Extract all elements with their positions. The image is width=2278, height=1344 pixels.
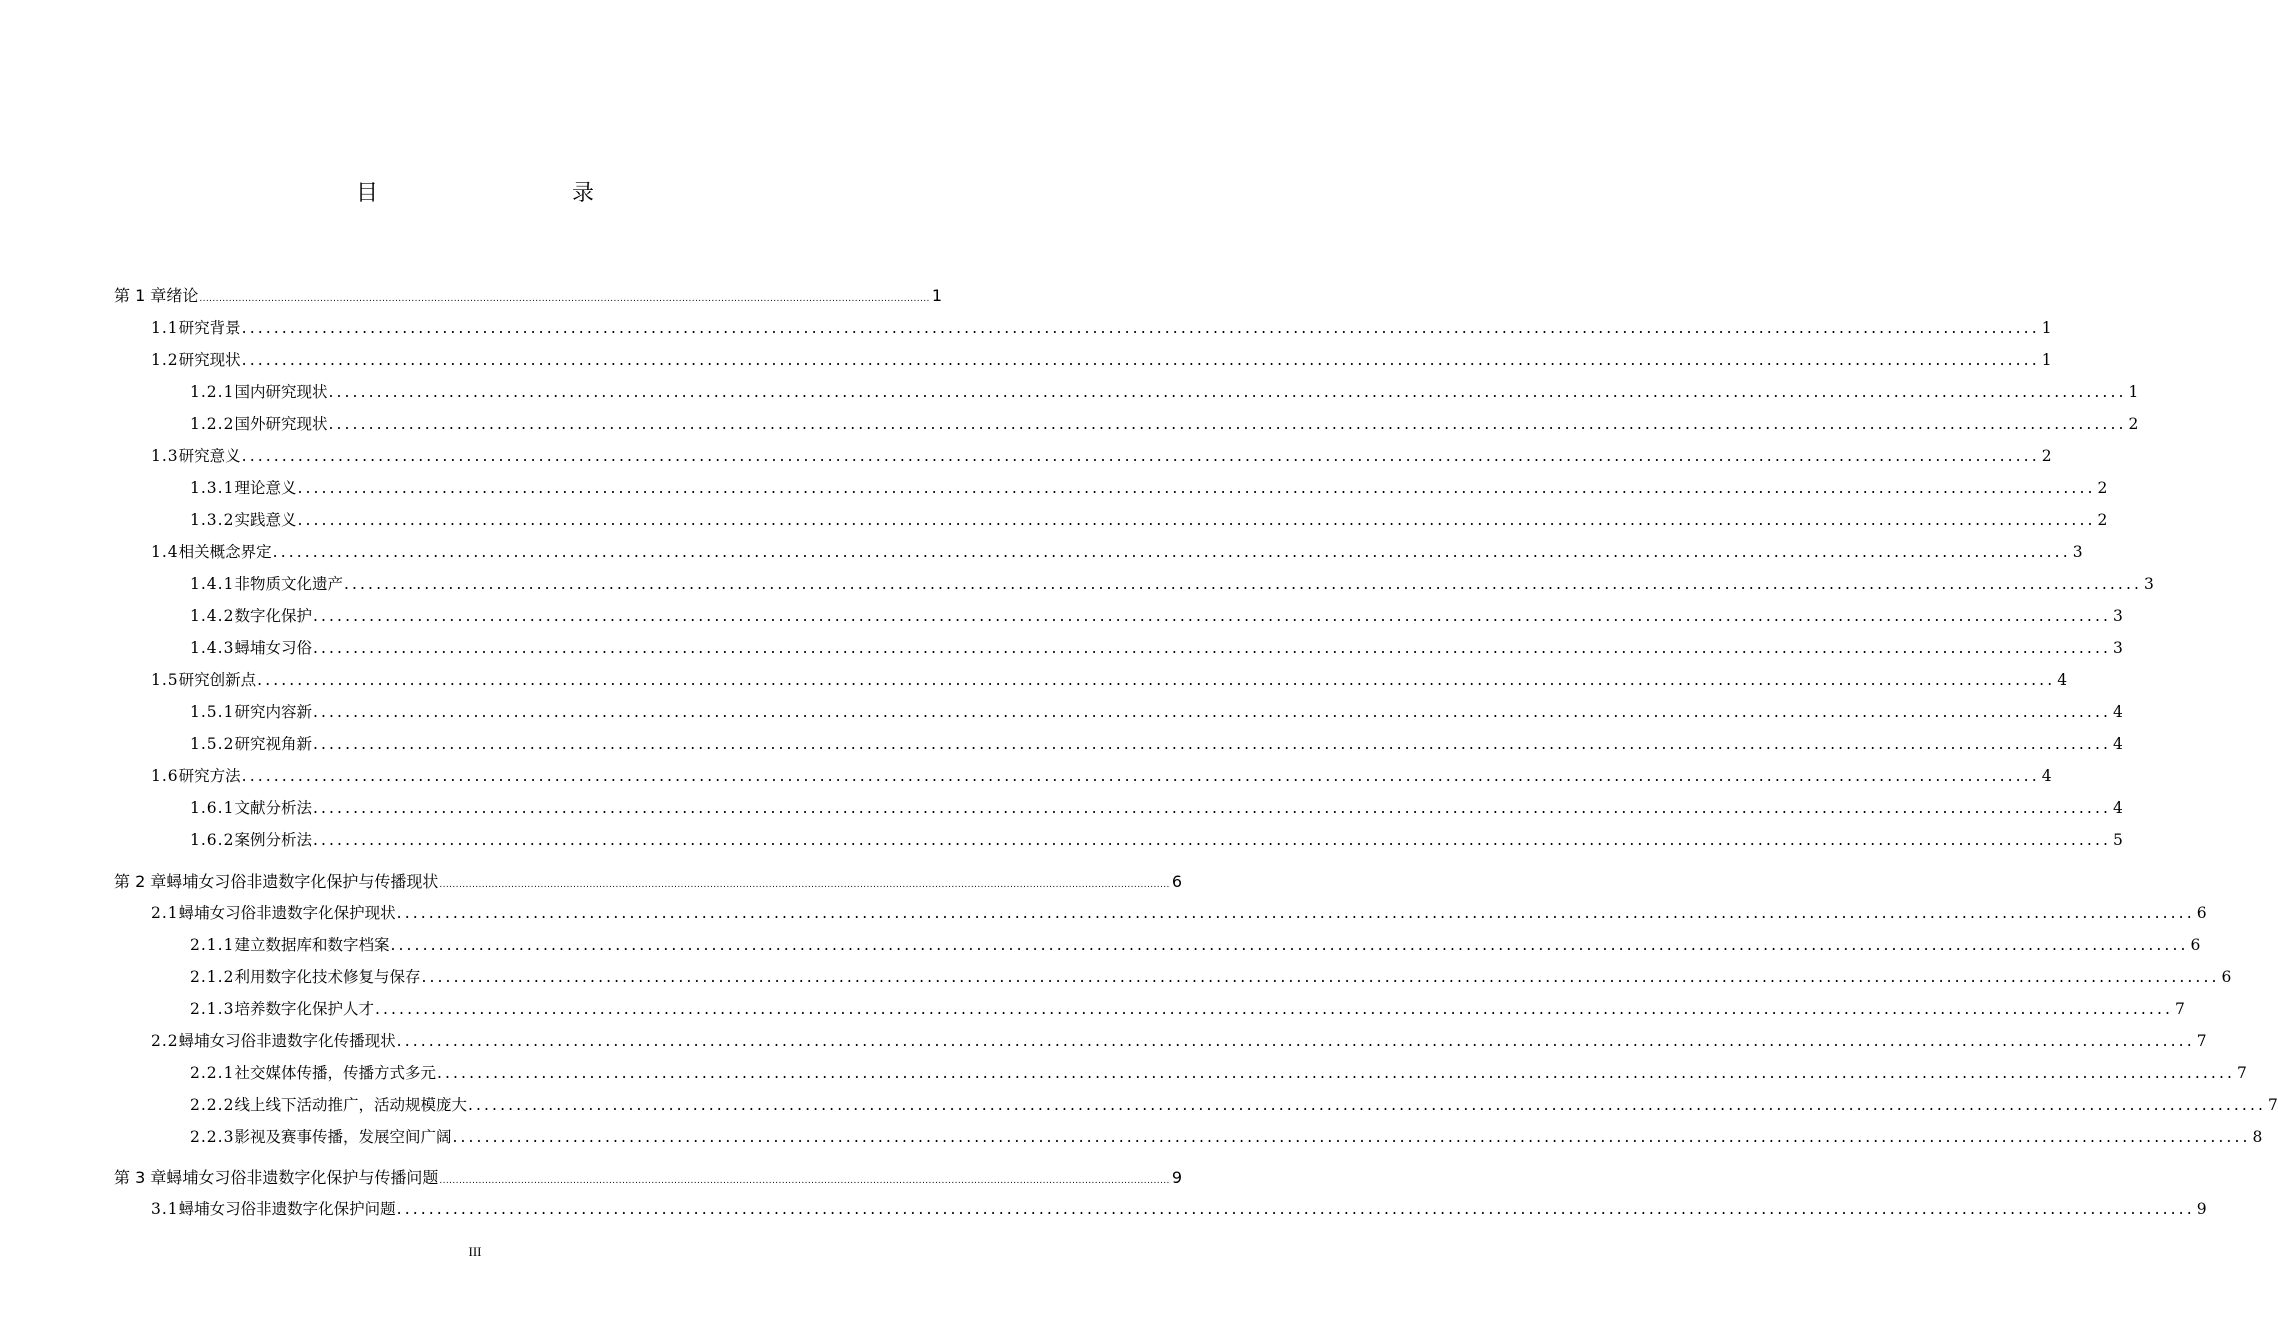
toc-entry-title: 国内研究现状	[234, 383, 328, 401]
dot-leader: ................................................................................................................................................................................................................................	[257, 671, 2056, 689]
dot-leader: ................................................................................................................................................................................................................................	[312, 607, 2112, 625]
toc-entry-number: 2.1.1	[190, 936, 235, 954]
toc-entry-title: 研究内容新	[234, 703, 312, 721]
toc-entry[interactable]	[190, 731, 2123, 757]
toc-entry-number: 2.1	[151, 904, 179, 922]
toc-entry[interactable]	[190, 507, 2108, 533]
toc-entry-number: 2.2.1	[190, 1064, 235, 1082]
toc-chapter-entry[interactable]	[114, 283, 942, 309]
toc-entry-number: 1.2.1	[190, 383, 235, 401]
toc-entry-number: 第 1 章	[114, 286, 167, 305]
toc-entry[interactable]	[151, 443, 2052, 469]
toc-entry-title: 研究方法	[178, 767, 241, 785]
toc-entry[interactable]	[190, 1092, 2278, 1118]
dot-leader: ................................................................................................................................................................................................................................	[297, 479, 2096, 497]
toc-chapter-entry[interactable]	[114, 869, 1182, 895]
toc-entry-number: 2.2.3	[190, 1128, 235, 1146]
toc-entry-title: 蟳埔女习俗非遗数字化传播现状	[178, 1032, 396, 1050]
dot-leader: ................................................................................................................................................................................................................................	[241, 351, 2040, 369]
dot-leader: ................................................................................................................................................................................................................................	[312, 703, 2112, 721]
toc-entry-page: 4	[2057, 671, 2068, 689]
toc-entry-number: 1.4.2	[190, 607, 235, 625]
toc-entry[interactable]	[190, 932, 2201, 958]
dot-leader: ................................................................................................................................................................................................................................	[439, 880, 1170, 890]
toc-entry-number: 1.3.1	[190, 479, 235, 497]
toc-entry[interactable]	[190, 1124, 2263, 1150]
toc-entry-page: 6	[2190, 936, 2201, 954]
toc-entry[interactable]	[190, 996, 2185, 1022]
dot-leader: ................................................................................................................................................................................................................................	[439, 1176, 1170, 1186]
toc-entry-number: 1.5.2	[190, 735, 235, 753]
dot-leader: ................................................................................................................................................................................................................................	[312, 799, 2112, 817]
toc-entry-page: 1	[2041, 351, 2052, 369]
toc-entry-number: 2.1.3	[190, 1000, 235, 1018]
toc-entry-page: 4	[2113, 799, 2123, 817]
toc-entry-number: 1.3.2	[190, 511, 235, 529]
toc-entry-page: 3	[2144, 575, 2154, 593]
toc-entry[interactable]	[190, 475, 2108, 501]
toc-entry-number: 第 2 章	[114, 872, 167, 891]
toc-entry-page: 1	[2128, 383, 2139, 401]
page-title: 目 录	[355, 181, 644, 206]
dot-leader: ................................................................................................................................................................................................................................	[312, 831, 2112, 849]
toc-entry[interactable]	[190, 379, 2139, 405]
toc-entry-page: 1	[931, 286, 942, 305]
toc-entry-title: 蟳埔女习俗非遗数字化保护问题	[178, 1200, 396, 1218]
dot-leader: ................................................................................................................................................................................................................................	[396, 1032, 2195, 1050]
toc-entry-page: 3	[2072, 543, 2083, 561]
toc-entry-page: 6	[2221, 968, 2232, 986]
toc-entry-page: 6	[2196, 904, 2207, 922]
toc-entry-title: 研究视角新	[234, 735, 312, 753]
dot-leader: ................................................................................................................................................................................................................................	[199, 294, 930, 304]
toc-entry[interactable]	[190, 635, 2123, 661]
dot-leader: ................................................................................................................................................................................................................................	[421, 968, 2220, 986]
toc-entry[interactable]	[190, 1060, 2247, 1086]
toc-entry[interactable]	[151, 667, 2068, 693]
toc-entry[interactable]	[190, 827, 2123, 853]
toc-entry[interactable]	[151, 539, 2083, 565]
toc-entry-title: 绪论	[166, 286, 199, 305]
toc-entry[interactable]	[190, 603, 2123, 629]
toc-entry-page: 7	[2196, 1032, 2207, 1050]
toc-entry-title: 研究意义	[178, 447, 241, 465]
toc-entry-number: 1.6.2	[190, 831, 235, 849]
toc-entry-page: 4	[2113, 703, 2123, 721]
toc-entry[interactable]	[190, 571, 2154, 597]
toc-entry-page: 5	[2113, 831, 2123, 849]
toc-entry-page: 9	[2196, 1200, 2207, 1218]
toc-entry-page: 7	[2175, 1000, 2185, 1018]
toc-entry[interactable]	[151, 1028, 2207, 1054]
toc-entry-title: 相关概念界定	[178, 543, 272, 561]
toc-entry[interactable]	[151, 315, 2052, 341]
dot-leader: ................................................................................................................................................................................................................................	[396, 1200, 2195, 1218]
dot-leader: ................................................................................................................................................................................................................................	[241, 447, 2040, 465]
toc-entry-title: 建立数据库和数字档案	[234, 936, 390, 954]
toc-entry-number: 1.3	[151, 447, 179, 465]
toc-entry-number: 1.5	[151, 671, 179, 689]
dot-leader: ................................................................................................................................................................................................................................	[436, 1064, 2236, 1082]
toc-entry-title: 非物质文化遗产	[234, 575, 343, 593]
toc-entry-number: 1.4.3	[190, 639, 235, 657]
toc-entry-title: 数字化保护	[234, 607, 312, 625]
toc-entry-number: 1.2.2	[190, 415, 235, 433]
toc-entry-title: 实践意义	[234, 511, 297, 529]
dot-leader: ................................................................................................................................................................................................................................	[396, 904, 2195, 922]
toc-entry[interactable]	[151, 763, 2052, 789]
toc-entry-number: 1.5.1	[190, 703, 235, 721]
dot-leader: ................................................................................................................................................................................................................................	[312, 639, 2112, 657]
dot-leader: ................................................................................................................................................................................................................................	[312, 735, 2112, 753]
toc-entry-number: 第 3 章	[114, 1168, 167, 1187]
toc-entry[interactable]	[190, 964, 2232, 990]
page-number: III	[468, 1244, 482, 1259]
toc-entry-title: 案例分析法	[234, 831, 312, 849]
toc-entry[interactable]	[151, 1196, 2207, 1222]
toc-entry-page: 4	[2113, 735, 2123, 753]
toc-entry[interactable]	[190, 699, 2123, 725]
toc-entry-title: 社交媒体传播，传播方式多元	[234, 1064, 436, 1082]
dot-leader: ................................................................................................................................................................................................................................	[272, 543, 2071, 561]
dot-leader: ................................................................................................................................................................................................................................	[241, 767, 2040, 785]
toc-entry-page: 3	[2113, 639, 2123, 657]
dot-leader: ................................................................................................................................................................................................................................	[328, 415, 2127, 433]
toc-entry[interactable]	[151, 900, 2207, 926]
toc-entry-title: 理论意义	[234, 479, 297, 497]
toc-entry-number: 2.1.2	[190, 968, 235, 986]
toc-entry-number: 1.1	[151, 319, 179, 337]
toc-entry-number: 3.1	[151, 1200, 179, 1218]
toc-entry[interactable]	[190, 411, 2139, 437]
toc-entry-number: 1.4.1	[190, 575, 235, 593]
toc-entry-title: 文献分析法	[234, 799, 312, 817]
dot-leader: ................................................................................................................................................................................................................................	[390, 936, 2189, 954]
toc-entry-title: 蟳埔女习俗	[234, 639, 312, 657]
toc-entry-number: 2.2.2	[190, 1096, 235, 1114]
toc-entry-page: 2	[2097, 479, 2108, 497]
dot-leader: ................................................................................................................................................................................................................................	[467, 1096, 2267, 1114]
toc-entry-number: 1.6.1	[190, 799, 235, 817]
toc-entry-title: 培养数字化保护人才	[234, 1000, 374, 1018]
toc-entry-title: 国外研究现状	[234, 415, 328, 433]
dot-leader: ................................................................................................................................................................................................................................	[328, 383, 2127, 401]
toc-entry[interactable]	[190, 795, 2123, 821]
toc-entry-page: 6	[1171, 872, 1182, 891]
toc-entry-title: 利用数字化技术修复与保存	[234, 968, 421, 986]
toc-entry[interactable]	[151, 347, 2052, 373]
toc-entry-title: 研究背景	[178, 319, 241, 337]
dot-leader: ................................................................................................................................................................................................................................	[374, 1000, 2174, 1018]
toc-entry-page: 4	[2041, 767, 2052, 785]
toc-entry-page: 2	[2041, 447, 2052, 465]
toc-entry-number: 1.2	[151, 351, 179, 369]
toc-entry-title: 蟳埔女习俗非遗数字化保护现状	[178, 904, 396, 922]
toc-entry-title: 研究创新点	[178, 671, 257, 689]
toc-entry-title: 研究现状	[178, 351, 241, 369]
dot-leader: ................................................................................................................................................................................................................................	[241, 319, 2040, 337]
toc-entry-page: 2	[2097, 511, 2108, 529]
toc-entry-page: 9	[1171, 1168, 1182, 1187]
toc-entry-number: 1.6	[151, 767, 179, 785]
toc-entry-page: 1	[2041, 319, 2052, 337]
toc-entry-page: 8	[2252, 1128, 2263, 1146]
toc-entry-title: 蟳埔女习俗非遗数字化保护与传播现状	[166, 872, 439, 891]
toc-entry-title: 蟳埔女习俗非遗数字化保护与传播问题	[166, 1168, 439, 1187]
toc-entry-number: 1.4	[151, 543, 179, 561]
toc-entry-page: 3	[2113, 607, 2123, 625]
toc-entry-title: 线上线下活动推广，活动规模庞大	[234, 1096, 467, 1114]
dot-leader: ................................................................................................................................................................................................................................	[343, 575, 2143, 593]
toc-entry-page: 7	[2268, 1096, 2278, 1114]
toc-chapter-entry[interactable]	[114, 1165, 1182, 1191]
dot-leader: ................................................................................................................................................................................................................................	[452, 1128, 2251, 1146]
toc-entry-title: 影视及赛事传播，发展空间广阔	[234, 1128, 452, 1146]
toc-entry-number: 2.2	[151, 1032, 179, 1050]
toc-entry-page: 2	[2128, 415, 2139, 433]
dot-leader: ................................................................................................................................................................................................................................	[297, 511, 2096, 529]
toc-entry-page: 7	[2237, 1064, 2247, 1082]
